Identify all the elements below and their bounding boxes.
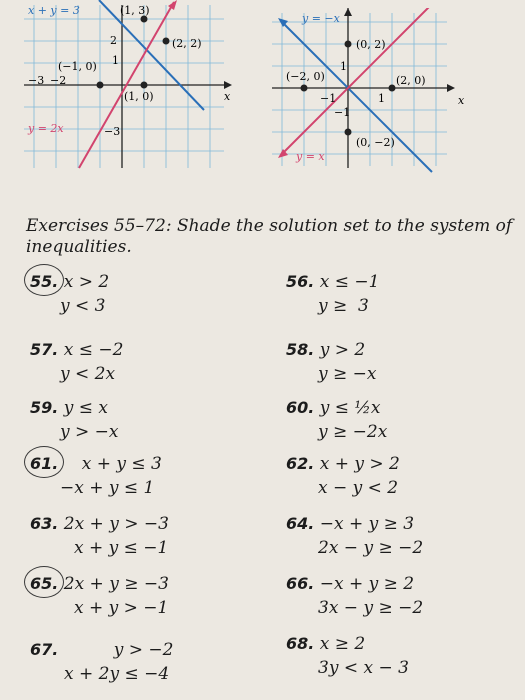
exercise-64 — [286, 512, 423, 560]
exercise-line1: 2x + y > −3 — [63, 514, 169, 534]
right-point-label: (0, 2) — [356, 38, 386, 51]
exercise-line2: y ≥ −x — [318, 364, 377, 384]
left-axis-label: x — [224, 90, 231, 103]
exercise-line1: −x + y ≥ 2 — [319, 574, 415, 594]
exercise-line2: y ≥ −2x — [318, 422, 388, 442]
right-point-label: (−2, 0) — [286, 70, 325, 83]
exercise-56 — [286, 270, 379, 318]
exercise-line1: x ≤ −2 — [63, 340, 124, 360]
exercise-line1: x + y ≤ 3 — [81, 454, 162, 474]
exercise-63 — [30, 512, 169, 560]
right-point — [345, 129, 352, 136]
circle-mark — [24, 566, 64, 598]
exercise-65 — [30, 572, 169, 620]
exercise-number: 63. — [30, 514, 59, 533]
exercise-line2: −x + y ≤ 1 — [60, 478, 155, 498]
exercise-line1: x + y > 2 — [319, 454, 400, 474]
right-point-label: (0, −2) — [356, 136, 395, 149]
right-tick-label: −1 — [334, 106, 351, 119]
exercise-55 — [30, 270, 109, 318]
circle-mark — [24, 446, 64, 478]
exercise-number: 56. — [286, 272, 315, 291]
exercise-66 — [286, 572, 423, 620]
circle-mark — [24, 264, 64, 296]
left-point — [141, 82, 148, 89]
exercise-number: 57. — [30, 340, 59, 359]
exercise-line1: y ≤ ½x — [319, 398, 381, 418]
exercise-heading — [26, 216, 516, 258]
right-tick-label: 1 — [340, 60, 347, 73]
right-point-label: (2, 0) — [396, 74, 426, 87]
exercise-line2: x + y ≤ −1 — [74, 538, 169, 558]
left-point-label: (1, 3) — [120, 4, 150, 17]
exercise-number: 60. — [286, 398, 315, 417]
exercise-62 — [286, 452, 400, 500]
exercise-line1: 2x + y ≥ −3 — [63, 574, 169, 594]
exercise-number: 66. — [286, 574, 315, 593]
right-graph — [272, 8, 477, 176]
right-x-arrow-icon — [447, 84, 455, 92]
exercise-59 — [30, 396, 119, 444]
exercise-57 — [30, 338, 123, 386]
exercise-number: 65. — [30, 574, 59, 593]
exercise-line2: x + y > −1 — [74, 598, 169, 618]
exercise-line2: 3y < x − 3 — [318, 658, 409, 678]
exercise-line2: y > −x — [60, 422, 119, 442]
left-point — [97, 82, 104, 89]
exercise-line2: x + 2y ≤ −4 — [64, 664, 170, 684]
left-point-label: (2, 2) — [172, 37, 202, 50]
exercise-line2: y ≥ 3 — [318, 296, 369, 316]
left-graph — [24, 0, 242, 175]
exercise-line1: −x + y ≥ 3 — [319, 514, 415, 534]
left-line-label-1: x + y = 3 — [28, 4, 80, 17]
exercise-number: 58. — [286, 340, 315, 359]
exercise-number: 68. — [286, 634, 315, 653]
right-point — [345, 41, 352, 48]
exercise-61 — [30, 452, 162, 500]
left-point — [163, 38, 170, 45]
heading-text: Shade the solution set to the system of inequalities. — [26, 216, 513, 257]
exercise-number: 64. — [286, 514, 315, 533]
exercise-number: 62. — [286, 454, 315, 473]
left-x-arrow-icon — [224, 81, 232, 89]
exercise-line2: y < 3 — [60, 296, 106, 316]
right-tick-label: −1 — [320, 92, 337, 105]
left-tick-label: −3 — [28, 74, 45, 87]
right-line-label-2: y = x — [296, 150, 325, 163]
exercise-line1: y > −2 — [113, 640, 174, 660]
right-line-label-1: y = −x — [302, 12, 340, 25]
right-point — [389, 85, 396, 92]
exercise-60 — [286, 396, 387, 444]
left-line-label-2: y = 2x — [28, 122, 64, 135]
left-tick-label: −3 — [104, 125, 121, 138]
exercise-number: 67. — [30, 640, 59, 659]
right-axis-label: x — [458, 94, 465, 107]
exercise-58 — [286, 338, 377, 386]
left-tick-label: −2 — [50, 74, 67, 87]
exercise-line2: y < 2x — [60, 364, 116, 384]
heading-label: Exercises 55–72: — [26, 216, 172, 236]
exercise-68 — [286, 632, 409, 680]
exercise-line1: y ≤ x — [63, 398, 108, 418]
right-point — [301, 85, 308, 92]
exercise-line2: 3x − y ≥ −2 — [318, 598, 424, 618]
right-tick-label: 1 — [378, 92, 385, 105]
left-point-label: (1, 0) — [124, 90, 154, 103]
left-tick-label: 2 — [110, 34, 117, 47]
right-y-arrow-icon — [344, 8, 352, 16]
left-point-label: (−1, 0) — [58, 60, 97, 73]
exercise-number: 59. — [30, 398, 59, 417]
exercise-line1: x ≥ 2 — [319, 634, 366, 654]
exercise-line1: y > 2 — [319, 340, 366, 360]
exercise-line2: 2x − y ≥ −2 — [318, 538, 424, 558]
exercise-number: 61. — [30, 454, 59, 473]
left-tick-label: 1 — [112, 54, 119, 67]
exercise-number: 55. — [30, 272, 59, 291]
exercise-line1: x ≤ −1 — [319, 272, 380, 292]
exercise-67 — [30, 638, 173, 686]
exercise-line2: x − y < 2 — [318, 478, 399, 498]
exercise-line1: x > 2 — [63, 272, 110, 292]
